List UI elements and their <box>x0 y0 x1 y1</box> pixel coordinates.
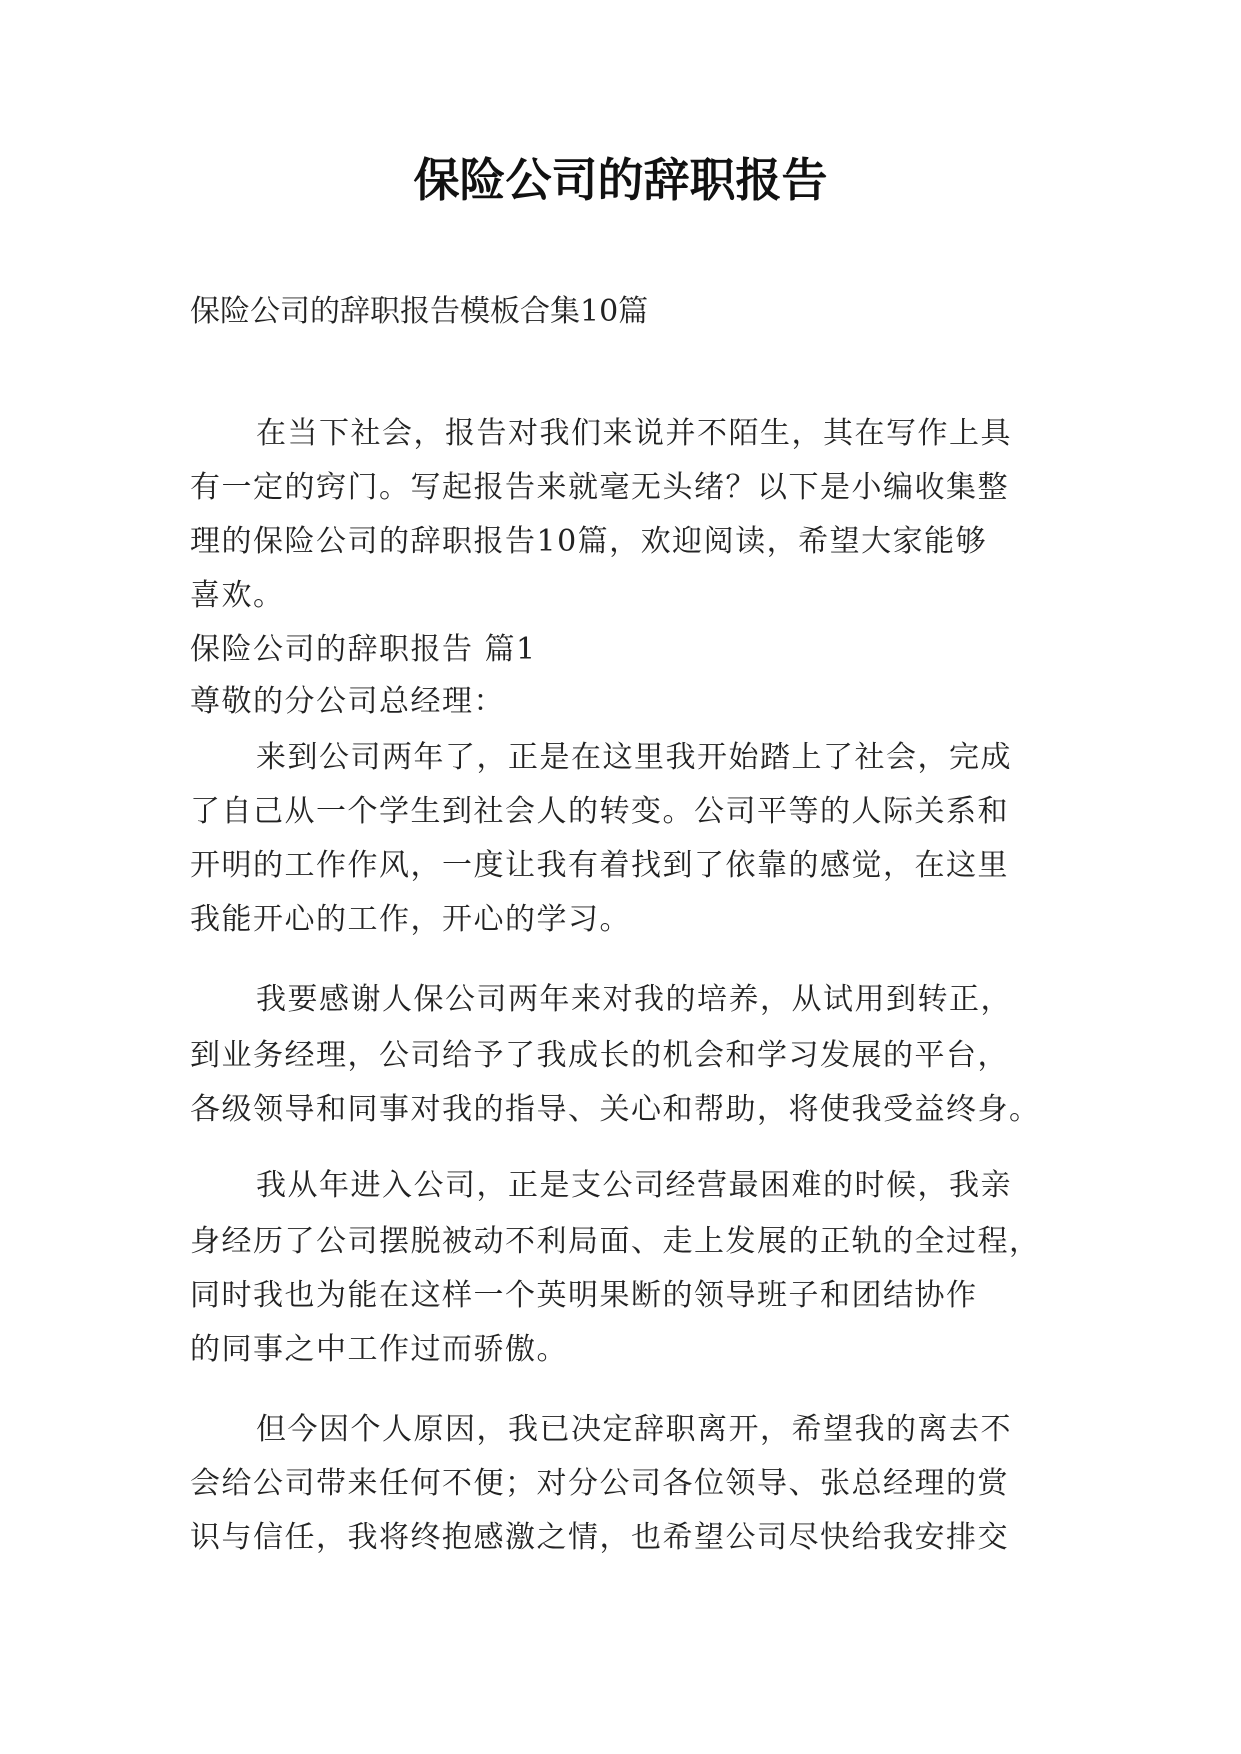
body-line: 识与信任，我将终抱感激之情，也希望公司尽快给我安排交 <box>190 1520 1009 1555</box>
body-line: 身经历了公司摆脱被动不利局面、走上发展的正轨的全过程， <box>190 1224 1041 1259</box>
section-heading: 保险公司的辞职报告 篇1 <box>190 632 537 667</box>
body-line: 我从年进入公司，正是支公司经营最困难的时候，我亲 <box>256 1168 1012 1203</box>
body-line: 但今因个人原因，我已决定辞职离开，希望我的离去不 <box>256 1412 1012 1447</box>
body-line: 的同事之中工作过而骄傲。 <box>190 1332 568 1367</box>
body-line: 在当下社会，报告对我们来说并不陌生，其在写作上具 <box>256 416 1012 451</box>
salutation: 尊敬的分公司总经理： <box>190 684 505 719</box>
body-line: 各级领导和同事对我的指导、关心和帮助，将使我受益终身。 <box>190 1092 1041 1127</box>
body-line: 我能开心的工作，开心的学习。 <box>190 902 631 937</box>
body-line: 理的保险公司的辞职报告10篇，欢迎阅读，希望大家能够 <box>190 524 988 559</box>
document-subtitle: 保险公司的辞职报告模板合集10篇 <box>190 294 649 329</box>
body-line: 喜欢。 <box>190 578 285 613</box>
body-line: 我要感谢人保公司两年来对我的培养，从试用到转正， <box>256 982 1012 1017</box>
body-line: 了自己从一个学生到社会人的转变。公司平等的人际关系和 <box>190 794 1009 829</box>
body-line: 到业务经理，公司给予了我成长的机会和学习发展的平台， <box>190 1038 1009 1073</box>
body-line: 有一定的窍门。写起报告来就毫无头绪？以下是小编收集整 <box>190 470 1009 505</box>
body-line: 会给公司带来任何不便；对分公司各位领导、张总经理的赏 <box>190 1466 1009 1501</box>
document-title: 保险公司的辞职报告 <box>413 153 828 207</box>
body-line: 开明的工作作风，一度让我有着找到了依靠的感觉，在这里 <box>190 848 1009 883</box>
body-line: 来到公司两年了，正是在这里我开始踏上了社会，完成 <box>256 740 1012 775</box>
body-line: 同时我也为能在这样一个英明果断的领导班子和团结协作 <box>190 1278 978 1313</box>
